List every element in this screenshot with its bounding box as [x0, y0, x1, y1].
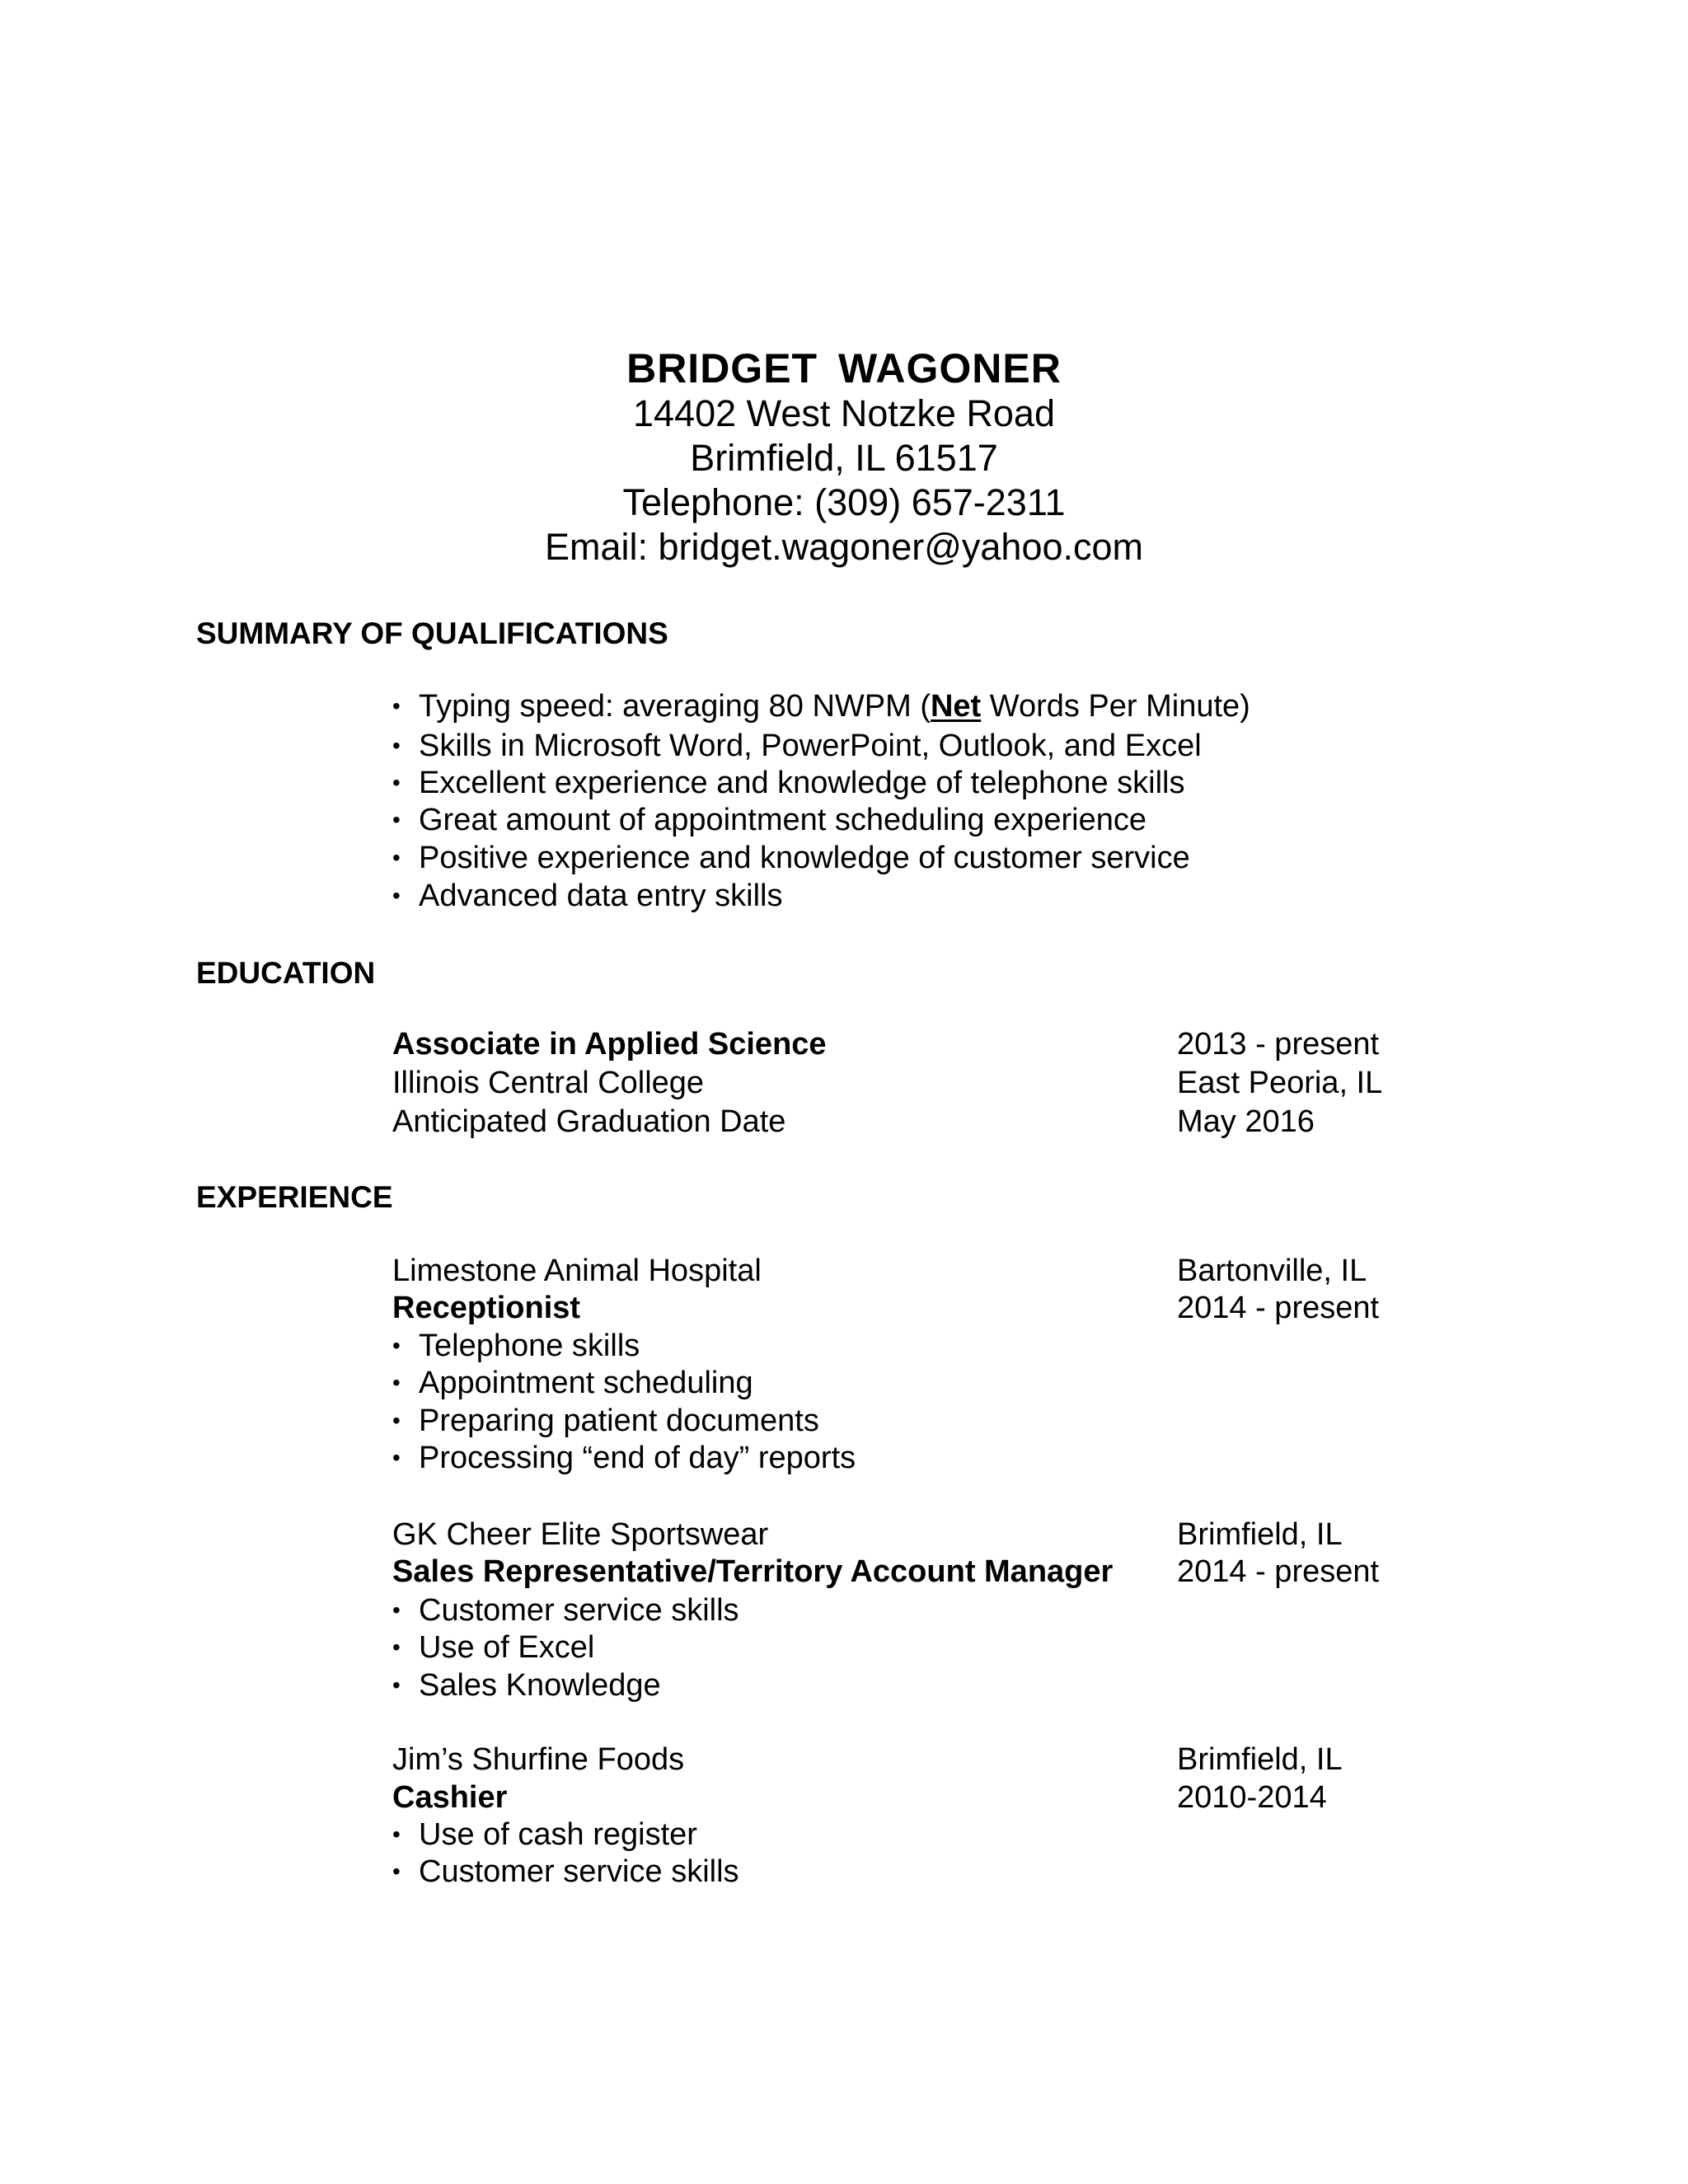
school-location: East Peoria, IL	[1177, 1066, 1383, 1100]
telephone: Telephone: (309) 657-2311	[622, 481, 1066, 523]
job-duty	[392, 1593, 739, 1629]
email: Email: bridget.wagoner@yahoo.com	[544, 526, 1144, 568]
resume-name: BRIDGET WAGONER	[626, 345, 1062, 391]
summary-item	[392, 766, 1184, 802]
job-employer: Limestone Animal Hospital	[392, 1254, 762, 1288]
summary-item	[392, 729, 1202, 765]
education-heading: EDUCATION	[196, 956, 376, 990]
job-duty-text: Use of cash register	[419, 1817, 697, 1852]
bullet-icon: •	[392, 1821, 401, 1847]
summary-item	[392, 803, 1146, 839]
job-duty	[392, 1854, 739, 1891]
bullet-icon: •	[392, 1858, 401, 1884]
job-duty	[392, 1817, 697, 1854]
graduation-label: Anticipated Graduation Date	[392, 1104, 786, 1139]
summary-item-text: Skills in Microsoft Word, PowerPoint, Outlook, and Excel	[419, 729, 1202, 763]
bullet-icon: •	[392, 693, 401, 719]
summary-item-text: Positive experience and knowledge of customer service	[419, 841, 1190, 875]
address-line-2: Brimfield, IL 61517	[690, 437, 998, 479]
job-location: Bartonville, IL	[1177, 1254, 1367, 1288]
bullet-icon: •	[392, 733, 401, 758]
bullet-icon: •	[392, 1408, 401, 1433]
education-dates: 2013 - present	[1177, 1027, 1380, 1062]
job-role: Cashier	[392, 1780, 508, 1815]
job-location: Brimfield, IL	[1177, 1742, 1343, 1777]
job-duty	[392, 1668, 661, 1704]
job-duty-text: Appointment scheduling	[419, 1366, 753, 1400]
summary-item-typing	[392, 689, 1250, 725]
degree: Associate in Applied Science	[392, 1027, 827, 1062]
job-duty	[392, 1630, 594, 1666]
experience-heading: EXPERIENCE	[196, 1180, 393, 1214]
summary-item-text: Great amount of appointment scheduling experience	[419, 803, 1146, 837]
job-duty-text: Processing “end of day” reports	[419, 1441, 856, 1475]
job-duty	[392, 1329, 640, 1365]
job-duty-text: Telephone skills	[419, 1329, 640, 1363]
school: Illinois Central College	[392, 1066, 705, 1100]
summary-item-text: Advanced data entry skills	[419, 879, 783, 913]
bullet-icon: •	[392, 770, 401, 795]
summary-item	[392, 841, 1190, 877]
job-employer: Jim’s Shurfine Foods	[392, 1742, 685, 1777]
job-employer: GK Cheer Elite Sportswear	[392, 1517, 769, 1552]
address-line-1: 14402 West Notzke Road	[633, 392, 1055, 434]
bullet-icon: •	[392, 1445, 401, 1470]
bullet-icon: •	[392, 1333, 401, 1358]
job-duty	[392, 1404, 819, 1440]
summary-item	[392, 879, 782, 915]
bullet-icon: •	[392, 1370, 401, 1395]
job-dates: 2010-2014	[1177, 1780, 1327, 1815]
bullet-icon: •	[392, 1634, 401, 1660]
job-duty	[392, 1366, 753, 1402]
typing-net: Net	[930, 689, 982, 724]
summary-item-text: Excellent experience and knowledge of telephone skills	[419, 766, 1185, 800]
bullet-icon: •	[392, 1672, 401, 1698]
job-role: Receptionist	[392, 1291, 581, 1325]
job-dates: 2014 - present	[1177, 1291, 1380, 1325]
bullet-icon: •	[392, 807, 401, 832]
bullet-icon: •	[392, 845, 401, 870]
typing-prefix: Typing speed: averaging 80 NWPM (	[419, 689, 931, 724]
graduation-date: May 2016	[1177, 1104, 1315, 1139]
job-duty-text: Customer service skills	[419, 1593, 739, 1628]
bullet-icon: •	[392, 883, 401, 908]
typing-suffix: Words Per Minute)	[981, 689, 1250, 724]
bullet-icon: •	[392, 1597, 401, 1623]
job-duty-text: Customer service skills	[419, 1854, 739, 1889]
summary-heading: SUMMARY OF QUALIFICATIONS	[196, 616, 668, 650]
job-duty-text: Use of Excel	[419, 1630, 595, 1665]
job-duty-text: Preparing patient documents	[419, 1404, 819, 1438]
job-dates: 2014 - present	[1177, 1554, 1380, 1589]
job-duty-text: Sales Knowledge	[419, 1668, 661, 1703]
job-role: Sales Representative/Territory Account Manager	[392, 1554, 1114, 1589]
job-location: Brimfield, IL	[1177, 1517, 1343, 1552]
job-duty	[392, 1441, 856, 1477]
